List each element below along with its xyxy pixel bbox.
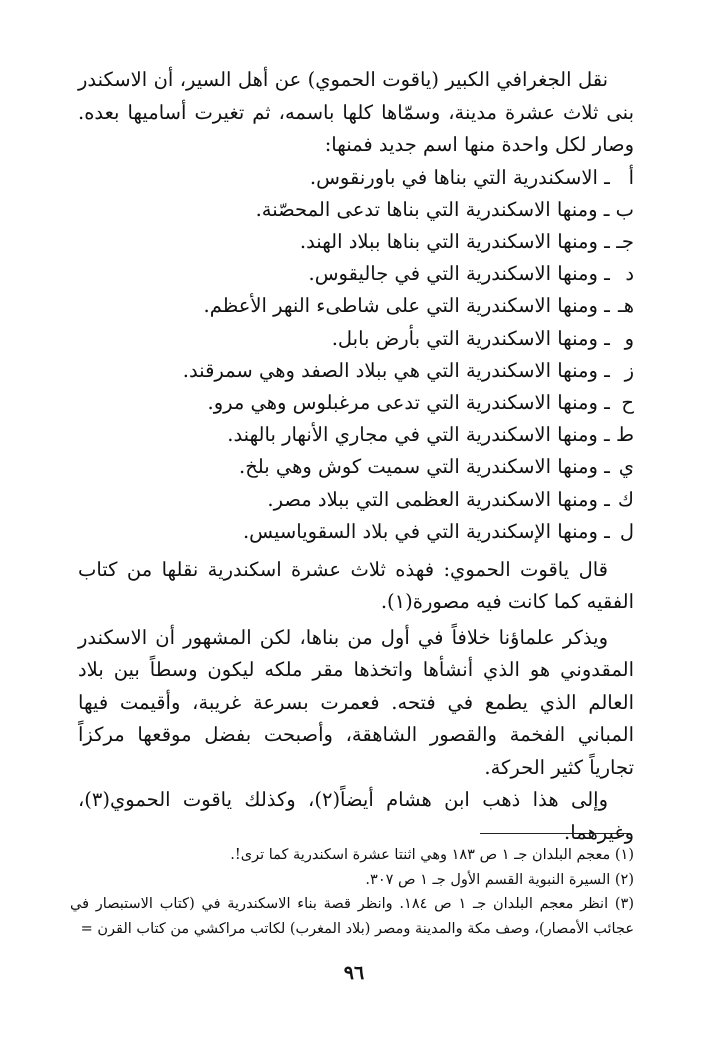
- list-letter: ل: [619, 519, 634, 543]
- list-letter: أ: [628, 165, 634, 189]
- list-letter: ز: [624, 358, 634, 382]
- list-letter: جـ: [616, 229, 634, 253]
- list-text: ـ ومنها الاسكندرية التي تدعى مرغبلوس وهي مرو.: [207, 390, 610, 414]
- list-text: ـ ومنها الاسكندرية التي بناها ببلاد الهند.: [299, 229, 610, 253]
- list-item: [78, 355, 634, 387]
- list-item: [78, 484, 634, 516]
- list-item: [78, 516, 634, 548]
- list-letter: ي: [618, 455, 634, 479]
- list-letter: و: [624, 326, 634, 350]
- list-item: [78, 194, 634, 226]
- list-item: [78, 419, 634, 451]
- footnotes: [70, 843, 634, 941]
- list-letter: ب: [615, 197, 634, 221]
- list-item: [78, 451, 634, 483]
- page-body: [78, 64, 634, 849]
- list-text: ـ ومنها الاسكندرية التي بأرض بابل.: [331, 326, 610, 350]
- list-text: ـ ومنها الاسكندرية التي هي ببلاد الصفد وهي سمرقند.: [182, 358, 610, 382]
- list-letter: ك: [617, 487, 634, 511]
- page-number: ٩٦: [343, 962, 365, 984]
- alexandria-list: [78, 162, 634, 548]
- list-text: ـ الاسكندرية التي بناها في باورنقوس.: [309, 165, 610, 189]
- body-paragraph-3: وإلى هذا ذهب ابن هشام أيضاً(٢)، وكذلك ياقوت الحموي(٣)، وغيرهما.: [78, 788, 634, 844]
- list-text: ـ ومنها الاسكندرية التي على شاطىء النهر الأعظم.: [203, 294, 610, 318]
- list-text: ـ ومنها الاسكندرية التي في مجاري الأنهار بالهند.: [227, 423, 610, 447]
- list-text: ـ ومنها الإسكندرية التي في بلاد السقوياسيس.: [242, 519, 610, 543]
- list-item: [78, 387, 634, 419]
- list-item: [78, 323, 634, 355]
- list-text: ـ ومنها الاسكندرية التي بناها تدعى المحصّنة.: [255, 197, 610, 221]
- list-item: [78, 226, 634, 258]
- list-letter: هـ: [618, 294, 634, 318]
- quote-paragraph: قال ياقوت الحموي: فهذه ثلاث عشرة اسكندرية نقلها من كتاب الفقيه كما كانت فيه مصورة(١).: [78, 557, 634, 614]
- list-item: [78, 290, 634, 322]
- list-item: [78, 162, 634, 194]
- footnote-3: (٣) انظر معجم البلدان جـ ١ ص ١٨٤. وانظر قصة بناء الاسكندرية في (كتاب الاستبصار في عجائب الأمصار)، وصف مكة والمدينة ومصر (بلاد المغرب) لكاتب مراكشي من كتاب القرن =: [70, 896, 635, 937]
- list-letter: د: [625, 262, 634, 286]
- list-letter: ح: [621, 390, 634, 414]
- intro-paragraph: نقل الجغرافي الكبير (ياقوت الحموي) عن أهل السير، أن الاسكندر بنى ثلاث عشرة مدينة، وسمّاها كلها باسمه، ثم تغيرت أساميها بعده. وصار لكل واحدة منها اسم جديد فمنها:: [78, 68, 634, 156]
- list-text: ـ ومنها الاسكندرية التي سميت كوش وهي بلخ.: [239, 455, 610, 479]
- list-letter: ط: [615, 423, 634, 447]
- footnote-2: (٢) السيرة النبوية القسم الأول جـ ١ ص ٣٠٧.: [365, 871, 634, 888]
- footnote-1: (١) معجم البلدان جـ ١ ص ١٨٣ وهي اثنتا عشرة اسكندرية كما ترى!.: [230, 847, 634, 863]
- list-item: [78, 258, 634, 290]
- footnote-divider: [480, 833, 630, 834]
- body-paragraph-2: ويذكر علماؤنا خلافاً في أول من بناها، لكن المشهور أن الاسكندر المقدوني هو الذي أنشأها واتخذها مقر ملكه ليكون وسطاً بين بلاد العالم الذي يطمع في فتحه. فعمرت بسرعة غريبة، وأقيمت فيها المباني الفخمة والقصور الشاهقة، وأصبحت بفضل موقعها مركزاً تجارياً كثير الحركة.: [78, 625, 634, 779]
- list-text: ـ ومنها الاسكندرية العظمى التي ببلاد مصر.: [267, 487, 610, 511]
- list-text: ـ ومنها الاسكندرية التي في جاليقوس.: [308, 262, 610, 286]
